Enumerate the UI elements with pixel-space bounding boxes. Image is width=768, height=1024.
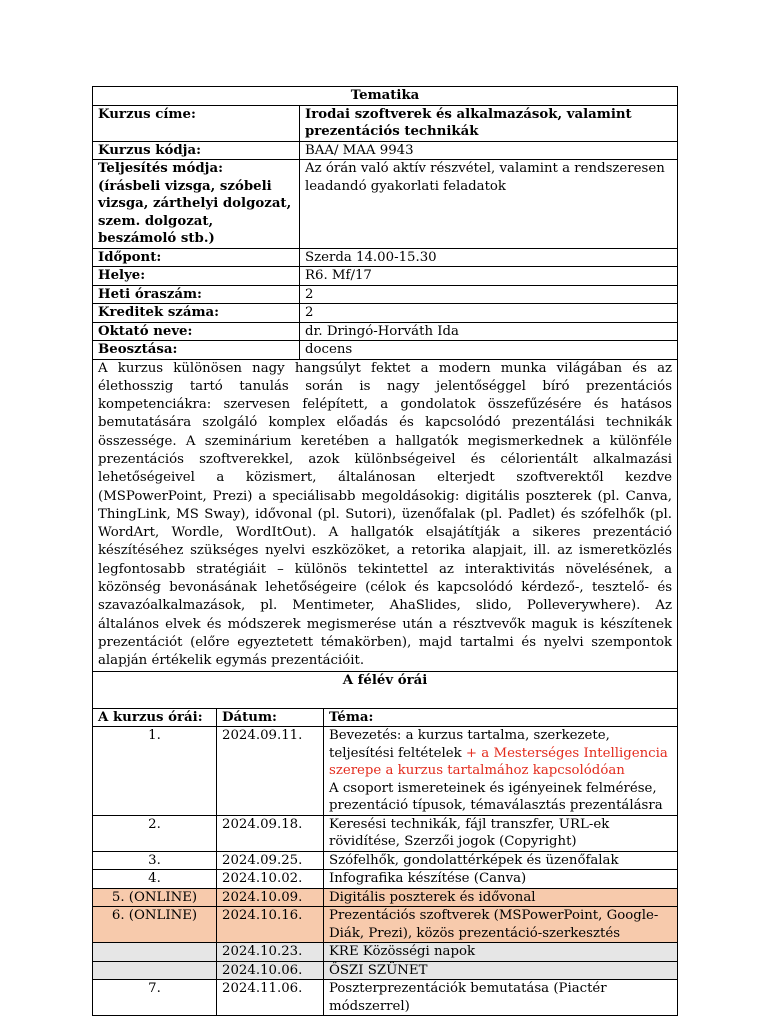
lesson-topic: KRE Közösségi napok [324,943,678,962]
info-value: Szerda 14.00-15.30 [300,248,678,267]
topic-text: A csoport ismereteinek és igényeinek felmérése, prezentáció típusok, témaválasztás prezentálásra [329,780,663,814]
schedule-title-row [93,671,678,708]
table-row [93,870,678,889]
info-value: Irodai szoftverek és alkalmazások, valamint prezentációs technikák [300,105,678,141]
lesson-topic: Prezentációs szoftverek (MSPowerPoint, Google-Diák, Prezi), közös prezentáció-szerkesztés [324,907,678,943]
lesson-number: 4. [93,870,217,889]
info-label: Helye: [93,267,300,286]
title-row [93,87,678,106]
info-label: Kurzus címe: [93,105,300,141]
lesson-date: 2024.09.18. [217,815,324,851]
lesson-date: 2024.09.11. [217,727,324,816]
info-row-course-title [93,105,678,141]
lesson-topic: Infografika készítése (Canva) [324,870,678,889]
lesson-number: 1. [93,727,217,816]
lesson-topic [324,727,678,816]
info-label: Heti óraszám: [93,285,300,304]
lesson-number: 5. (ONLINE) [93,888,217,907]
info-label-completion [93,160,300,249]
lesson-number: 3. [93,851,217,870]
info-value: Az órán való aktív részvétel, valamint a rendszeresen leadandó gyakorlati feladatok [300,160,678,249]
lesson-number: 7. [93,980,217,1016]
info-label: Oktató neve: [93,322,300,341]
course-description: A kurzus különösen nagy hangsúlyt fektet a modern munka világában és az élethosszig tartó tanulás során is nagy jelentőséggel bíró prezentációs kompetenciákra: szervesen felépített, a gondolatok összefűzésére és hatásos bemutatására szolgáló komplex előadás és kapcsolódó prezentálási technikák összessége. A szeminárium keretében a hallgatók megismerkednek a különféle prezentációs szoftverekkel, azok különbségeivel és célorientált alkalmazási lehetőségeivel a közismert, általánosan elterjedt szoftverektől kezdve (MSPowerPoint, Prezi) a speciálisabb megoldásokig: digitális poszterek (pl. Canva, ThingLink, MS Sway), idővonal (pl. Sutori), üzenőfalak (pl. Padlet) és szófelhők (pl. WordArt, Wordle, WordItOut). A hallgatók elsajátítják a sikeres prezentáció készítéséhez szükséges nyelvi eszközöket, a retorika alapjait, ill. az ismeretközlés legfontosabb stratégiáit – különös tekintettel az interaktivitás növelésének, a közönség bevonásának lehetőségeire (célok és kapcsolódó kérdező-, tesztelő- és szavazóalkalmazások, pl. Mentimeter, AhaSlides, slido, Polleverywhere). Az általános elvek és módszerek megismerése után a résztvevők maguk is készítenek prezentációt (előre egyeztetett témakörben), majd tartalmi és nyelvi szempontok alapján értékelik egymás prezentációit. [93,359,678,671]
table-row-online [93,907,678,943]
info-row-course-code [93,141,678,160]
lesson-number: 6. (ONLINE) [93,907,217,943]
table-row [93,980,678,1016]
lesson-date: 2024.10.16. [217,907,324,943]
lesson-topic: Digitális poszterek és idővonal [324,888,678,907]
schedule-header-row [93,708,678,727]
lesson-date: 2024.11.06. [217,980,324,1016]
table-row [93,851,678,870]
info-value: docens [300,341,678,360]
lesson-number [93,943,217,962]
table-row [93,815,678,851]
syllabus-document [92,86,677,1016]
table-row-break [93,943,678,962]
info-row-time [93,248,678,267]
syllabus-title: Tematika [93,87,678,106]
info-label: Teljesítés módja: [98,161,223,176]
info-label: Kurzus kódja: [93,141,300,160]
topic-text: Bevezetés: a kurzus tartalma, szerkezete, teljesítési feltételek [329,728,610,761]
info-label: Időpont: [93,248,300,267]
info-value: R6. Mf/17 [300,267,678,286]
lesson-topic: Keresési technikák, fájl transzfer, URL-ek rövidítése, Szerzői jogok (Copyright) [324,815,678,851]
description-row [93,359,678,671]
info-row-teacher [93,322,678,341]
syllabus-table [92,86,678,672]
info-value: BAA/ MAA 9943 [300,141,678,160]
schedule-table [92,671,678,1017]
table-row-online [93,888,678,907]
lesson-date: 2024.10.02. [217,870,324,889]
lesson-number [93,961,217,980]
schedule-title: A félév órái [93,671,678,708]
info-label: Beosztása: [93,341,300,360]
info-label-detail: (írásbeli vizsga, szóbeli vizsga, zárthelyi dolgozat, szem. dolgozat, beszámoló stb.) [98,178,292,246]
ai-note-text: + a Mesterséges Intelligencia szerepe a kurzus tartalmához kapcsolódóan [329,745,668,779]
table-row-break [93,961,678,980]
lesson-topic: Szófelhők, gondolattérképek és üzenőfalak [324,851,678,870]
info-row-position [93,341,678,360]
column-header-lesson: A kurzus órái: [93,708,217,727]
info-row-credits [93,304,678,323]
lesson-topic: Poszterprezentációk bemutatása (Piactér módszerrel) [324,980,678,1016]
info-row-place [93,267,678,286]
lesson-topic: ŐSZI SZÜNET [324,961,678,980]
column-header-topic: Téma: [324,708,678,727]
table-row [93,727,678,816]
lesson-date: 2024.10.23. [217,943,324,962]
lesson-date: 2024.09.25. [217,851,324,870]
info-value: 2 [300,304,678,323]
lesson-date: 2024.10.09. [217,888,324,907]
column-header-date: Dátum: [217,708,324,727]
info-row-completion [93,160,678,249]
lesson-date: 2024.10.06. [217,961,324,980]
info-label: Kreditek száma: [93,304,300,323]
lesson-number: 2. [93,815,217,851]
info-value: dr. Dringó-Horváth Ida [300,322,678,341]
info-row-weekly-hours [93,285,678,304]
info-value: 2 [300,285,678,304]
